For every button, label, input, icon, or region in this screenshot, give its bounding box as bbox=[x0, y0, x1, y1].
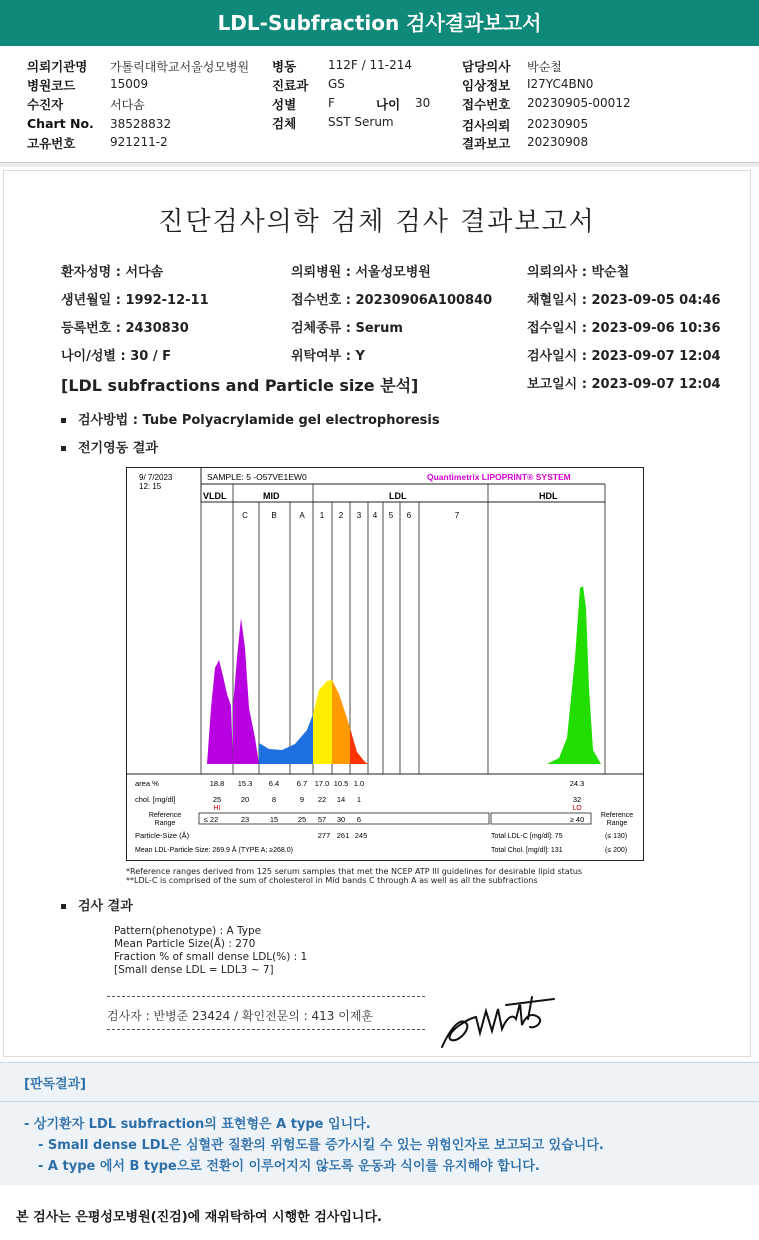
chol-value-C: 20 bbox=[240, 795, 250, 804]
interpretation-line-1: - 상기환자 LDL subfraction의 표현형은 A type 입니다. bbox=[24, 1117, 371, 1132]
mean-particle-size: Mean LDL-Particle Size: 269.9 Å (TYPE A; ≥268.0) bbox=[135, 847, 293, 854]
chol-value-VLDL: 25 bbox=[212, 795, 222, 804]
result-title: 검사 결과 bbox=[78, 899, 133, 914]
label-hospital-code: 병원코드 bbox=[27, 78, 76, 93]
row-label-ref: Reference bbox=[148, 812, 182, 819]
test-time: 검사일시 : 2023-09-07 12:04 bbox=[527, 349, 721, 364]
area-value-1: 17.0 bbox=[314, 779, 330, 788]
value-age: 30 bbox=[415, 96, 431, 110]
ref-value-1: 57 bbox=[317, 815, 327, 824]
chol-value-HDL: 32 bbox=[572, 795, 582, 804]
footnote-1: *Reference ranges derived from 125 serum samples that met the NCEP ATP III guidelines for desirable lipid status bbox=[126, 867, 583, 876]
peak-vldl bbox=[207, 660, 233, 764]
chol-value-B: 8 bbox=[271, 795, 277, 804]
ref-label-right: Reference bbox=[600, 812, 634, 819]
label-doctor: 담당의사 bbox=[462, 59, 511, 74]
label-patient: 수진자 bbox=[27, 97, 64, 112]
label-ward: 병동 bbox=[272, 59, 297, 74]
size-value-2: 261 bbox=[336, 831, 350, 840]
footer-note: 본 검사는 은평성모병원(진검)에 재위탁하여 시행한 검사입니다. bbox=[16, 1210, 382, 1225]
band-label-A: A bbox=[299, 511, 305, 520]
interpretation-line-3: - A type 에서 B type으로 전환이 이루어지지 않도록 운동과 식이를 유지해야 합니다. bbox=[38, 1159, 540, 1174]
area-value-B: 6.4 bbox=[268, 779, 280, 788]
birth-date: 생년월일 : 1992-12-11 bbox=[61, 293, 209, 308]
area-value-C: 15.3 bbox=[237, 779, 253, 788]
value-receipt-no: 20230905-00012 bbox=[527, 96, 631, 110]
group-label-ldl: LDL bbox=[389, 491, 407, 501]
size-value-1: 277 bbox=[317, 831, 331, 840]
row-label-size: Particle-Size (Å) bbox=[135, 831, 190, 840]
value-specimen: SST Serum bbox=[328, 115, 394, 129]
label-institution: 의뢰기관명 bbox=[27, 59, 88, 74]
row-label-chol: chol. [mg/dl] bbox=[135, 795, 176, 804]
label-receipt-no: 접수번호 bbox=[462, 97, 511, 112]
bullet-icon bbox=[61, 446, 66, 451]
area-value-VLDL: 18.8 bbox=[209, 779, 225, 788]
chart-time: 12: 15 bbox=[139, 482, 162, 491]
label-department: 진료과 bbox=[272, 78, 309, 93]
band-label-4: 4 bbox=[372, 511, 378, 520]
label-clinical-info: 임상정보 bbox=[462, 78, 511, 93]
sig-divider-top bbox=[107, 996, 425, 997]
group-label-hdl: HDL bbox=[539, 491, 558, 501]
band-label-B: B bbox=[271, 511, 277, 520]
result-sdldl-fraction: Fraction % of small dense LDL(%) : 1 bbox=[114, 951, 308, 963]
chart-sample: SAMPLE: 5 -O57VE1EW0 bbox=[207, 472, 307, 482]
section-title: [LDL subfractions and Particle size 분석] bbox=[61, 376, 419, 395]
label-chart-no: Chart No. bbox=[27, 116, 94, 131]
bullet-icon bbox=[61, 418, 66, 423]
ref-value-VLDL: ≤ 22 bbox=[203, 815, 219, 824]
ref-value-C: 23 bbox=[240, 815, 250, 824]
ref-value-3: 6 bbox=[356, 815, 362, 824]
band-label-5: 5 bbox=[388, 511, 394, 520]
chol-value-A: 9 bbox=[299, 795, 305, 804]
value-report-date: 20230908 bbox=[527, 135, 589, 149]
collection-time: 채혈일시 : 2023-09-05 04:46 bbox=[527, 293, 721, 308]
label-age: 나이 bbox=[376, 97, 401, 112]
section-divider bbox=[0, 162, 759, 167]
total-ldl-ref: (≤ 130) bbox=[605, 833, 628, 840]
report-page bbox=[3, 170, 751, 1057]
band-label-C: C bbox=[242, 511, 248, 520]
result-sdldl-def: [Small dense LDL = LDL3 ~ 7] bbox=[114, 964, 274, 976]
bullet-icon bbox=[61, 904, 66, 909]
receipt-time: 접수일시 : 2023-09-06 10:36 bbox=[527, 321, 721, 336]
interpretation-title: [판독결과] bbox=[24, 1077, 87, 1092]
registration-number: 등록번호 : 2430830 bbox=[61, 321, 189, 336]
size-value-3: 245 bbox=[354, 831, 368, 840]
chol-value-2: 14 bbox=[336, 795, 346, 804]
specimen-type: 검체종류 : Serum bbox=[291, 321, 403, 336]
value-sex: F bbox=[328, 96, 335, 110]
age-sex: 나이/성별 : 30 / F bbox=[61, 349, 172, 364]
report-banner: LDL-Subfraction 검사결과보고서 bbox=[0, 0, 759, 46]
signature-line: 검사자 : 반병준 23424 / 확인전문의 : 413 이제훈 bbox=[107, 1009, 374, 1023]
area-value-3: 1.0 bbox=[353, 779, 365, 788]
peak-mid-ba bbox=[259, 714, 313, 764]
report-title: 진단검사의학 검체 검사 결과보고서 bbox=[158, 207, 596, 237]
ref-value-B: 15 bbox=[269, 815, 279, 824]
electro-line bbox=[61, 437, 158, 456]
value-clinical-info: I27YC4BN0 bbox=[527, 77, 594, 91]
ref-value-2: 30 bbox=[336, 815, 346, 824]
band-label-6: 6 bbox=[406, 511, 412, 520]
area-value-HDL: 24.3 bbox=[569, 779, 585, 788]
value-request-date: 20230905 bbox=[527, 117, 589, 131]
value-ward: 112F / 11-214 bbox=[328, 58, 412, 72]
band-label-3: 3 bbox=[356, 511, 362, 520]
electro-text: 전기영동 결과 bbox=[78, 441, 158, 456]
method-line bbox=[61, 409, 440, 428]
value-hospital-code: 15009 bbox=[110, 77, 149, 91]
interpretation-line-2: - Small dense LDL은 심혈관 질환의 위험도를 증가시킬 수 있는 위험인자로 보고되고 있습니다. bbox=[38, 1138, 604, 1153]
total-chol-ref: (≤ 200) bbox=[605, 847, 628, 854]
result-pattern: Pattern(phenotype) : A Type bbox=[114, 925, 262, 937]
ref-value-A: 25 bbox=[297, 815, 307, 824]
result-mean-size: Mean Particle Size(Å) : 270 bbox=[114, 938, 256, 950]
row-label-ref-2: Range bbox=[154, 820, 176, 827]
ref-value-HDL: ≥ 40 bbox=[569, 815, 585, 824]
method-text: 검사방법 : Tube Polyacrylamide gel electrophoresis bbox=[78, 413, 440, 428]
peak-ldl1 bbox=[313, 680, 332, 764]
band-label-7: 7 bbox=[454, 511, 460, 520]
patient-name: 환자성명 : 서다솜 bbox=[61, 265, 164, 280]
ref-label-right-2: Range bbox=[606, 820, 628, 827]
electrophoresis-svg bbox=[127, 468, 643, 860]
flag-VLDL: HI bbox=[213, 805, 221, 812]
label-specimen: 검체 bbox=[272, 116, 297, 131]
report-time: 보고일시 : 2023-09-07 12:04 bbox=[527, 377, 721, 392]
total-chol: Total Chol. [mg/dl]: 131 bbox=[491, 847, 563, 854]
area-value-A: 6.7 bbox=[296, 779, 308, 788]
order-info-header bbox=[0, 48, 759, 160]
area-value-2: 10.5 bbox=[333, 779, 349, 788]
band-label-2: 2 bbox=[338, 511, 344, 520]
value-unique-no: 921211-2 bbox=[110, 135, 168, 149]
value-patient: 서다솜 bbox=[110, 98, 145, 112]
footnote-2: **LDL-C is comprised of the sum of cholesterol in Mid bands C through A as well as all the subfractions bbox=[126, 876, 538, 885]
value-doctor: 박순철 bbox=[527, 60, 562, 74]
chart-brand: Quantimetrix LIPOPRINT® SYSTEM bbox=[427, 472, 571, 482]
sig-divider-bottom bbox=[107, 1029, 425, 1030]
peak-ldl2 bbox=[332, 680, 350, 764]
band-label-1: 1 bbox=[319, 511, 325, 520]
handwritten-signature bbox=[436, 989, 566, 1055]
group-label-mid: MID bbox=[263, 491, 280, 501]
outsourced: 위탁여부 : Y bbox=[291, 349, 365, 364]
accession-number: 접수번호 : 20230906A100840 bbox=[291, 293, 493, 308]
interpretation-panel bbox=[0, 1062, 759, 1185]
group-label-vldl: VLDL bbox=[203, 491, 227, 501]
chol-value-3: 1 bbox=[356, 795, 362, 804]
label-report-date: 결과보고 bbox=[462, 136, 511, 151]
chart-date: 9/ 7/2023 bbox=[139, 473, 173, 482]
row-label-area: area % bbox=[135, 779, 159, 788]
value-chart-no: 38528832 bbox=[110, 117, 172, 131]
label-sex: 성별 bbox=[272, 97, 297, 112]
result-heading bbox=[61, 895, 133, 914]
total-ldl: Total LDL-C [mg/dl]: 75 bbox=[491, 833, 563, 840]
interpretation-divider bbox=[0, 1101, 759, 1102]
peak-ldl3 bbox=[350, 728, 368, 764]
electrophoresis-chart bbox=[126, 467, 644, 861]
requesting-hospital: 의뢰병원 : 서울성모병원 bbox=[291, 265, 431, 280]
chol-value-1: 22 bbox=[317, 795, 327, 804]
value-institution: 가톨릭대학교서울성모병원 bbox=[110, 60, 250, 74]
flag-HDL: LO bbox=[572, 805, 582, 812]
peak-mid-c bbox=[233, 618, 259, 764]
peak-hdl bbox=[547, 586, 601, 764]
label-unique-no: 고유번호 bbox=[27, 136, 76, 151]
requesting-doctor: 의뢰의사 : 박순철 bbox=[527, 265, 630, 280]
value-department: GS bbox=[328, 77, 345, 91]
label-request-date: 검사의뢰 bbox=[462, 118, 511, 133]
